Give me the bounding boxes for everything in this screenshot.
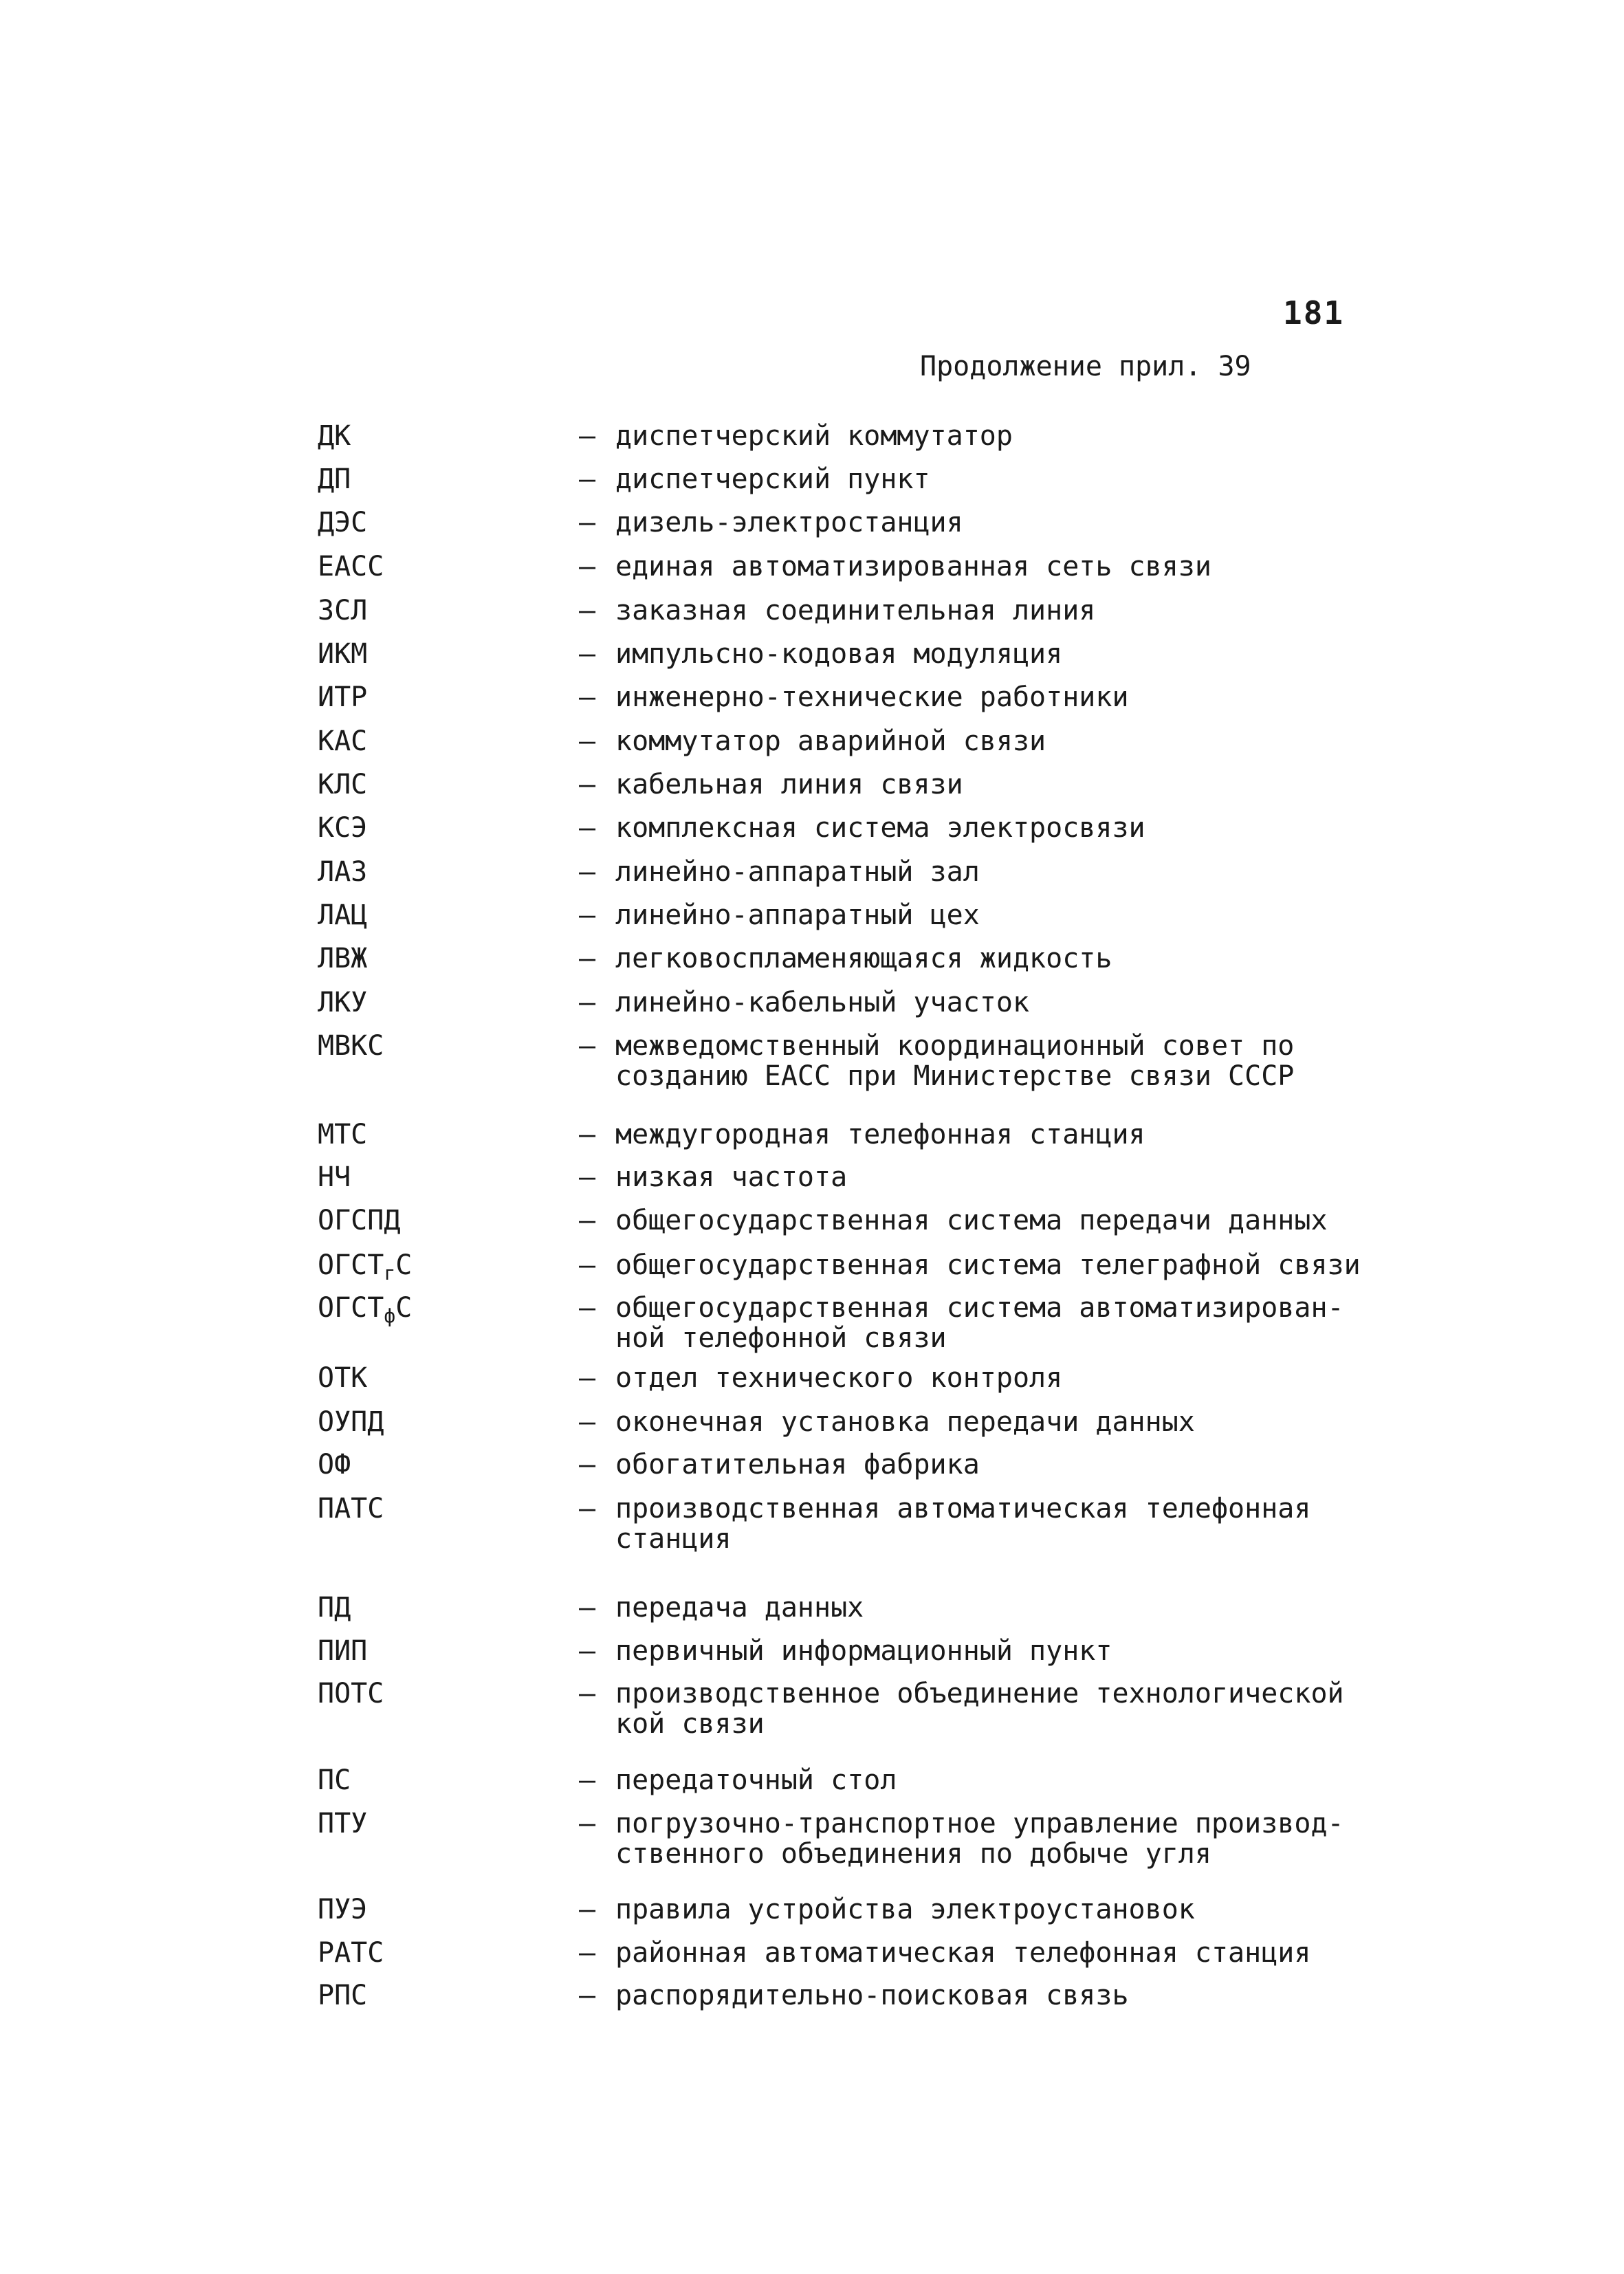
definition: [615, 1679, 1440, 1739]
dash-separator: –: [579, 1678, 596, 1709]
abbreviation: РАТС: [318, 1937, 384, 1969]
definition: [615, 1894, 1440, 1925]
definition-line: общегосударственная система автоматизирован-: [615, 1292, 1344, 1324]
dash-separator: –: [579, 638, 596, 670]
definition-line: общегосударственная система телеграфной связи: [615, 1249, 1361, 1281]
definition: [615, 1205, 1440, 1236]
abbreviation: ЛВЖ: [318, 943, 368, 974]
dash-separator: –: [579, 856, 596, 888]
dash-separator: –: [579, 1362, 596, 1394]
definition: [615, 464, 1440, 494]
definition-line: общегосударственная система передачи данных: [615, 1205, 1328, 1236]
definition: [615, 551, 1440, 582]
definition-line: инженерно-технические работники: [615, 681, 1129, 713]
definition: [615, 1980, 1440, 2011]
definition-line: низкая частота: [615, 1161, 848, 1193]
definition: [615, 1407, 1440, 1437]
dash-separator: –: [579, 1635, 596, 1667]
definition: [615, 1808, 1440, 1869]
abbreviation: МТС: [318, 1119, 368, 1150]
definition: [615, 1450, 1440, 1480]
definition-line: линейно-кабельный участок: [615, 987, 1030, 1018]
definition-line: линейно-аппаратный цех: [615, 899, 980, 931]
dash-separator: –: [579, 1894, 596, 1925]
definition: [615, 682, 1440, 712]
definition-line: межведомственный координационный совет по: [615, 1030, 1295, 1062]
definition: [615, 507, 1440, 538]
definition-line: линейно-аппаратный зал: [615, 856, 980, 888]
dash-separator: –: [579, 1493, 596, 1524]
definition: [615, 900, 1440, 930]
definition-line: ственного объединения по добыче угля: [615, 1838, 1211, 1870]
definition-line: комплексная система электросвязи: [615, 812, 1145, 844]
definition-line: распорядительно-поисковая связь: [615, 1980, 1129, 2011]
definition-line: оконечная установка передачи данных: [615, 1406, 1195, 1438]
definition: [615, 1250, 1440, 1280]
abbreviation: $ОГСТ_гС$: [318, 1249, 413, 1284]
definition-line: обогатительная фабрика: [615, 1449, 980, 1480]
dash-separator: –: [579, 943, 596, 974]
continuation-label: Продолжение прил. 39: [920, 351, 1251, 382]
abbreviation: ЛКУ: [318, 987, 368, 1018]
definition: [615, 1636, 1440, 1666]
abbreviation: ИТР: [318, 681, 368, 713]
abbreviation: ПТУ: [318, 1808, 368, 1839]
abbreviation: КЛС: [318, 769, 368, 800]
dash-separator: –: [579, 1937, 596, 1969]
abbreviation: ПД: [318, 1592, 351, 1623]
abbreviation: НЧ: [318, 1161, 351, 1193]
definition-line: заказная соединительная линия: [615, 595, 1096, 626]
definition-line: дизель-электростанция: [615, 507, 963, 538]
abbreviation: ЛАЦ: [318, 899, 368, 931]
abbreviation: ОФ: [318, 1449, 351, 1480]
definition: [615, 943, 1440, 974]
abbreviation: ПАТС: [318, 1493, 384, 1524]
definition-line: станция: [615, 1523, 732, 1555]
abbreviation: ОТК: [318, 1362, 368, 1394]
dash-separator: –: [579, 681, 596, 713]
dash-separator: –: [579, 463, 596, 495]
dash-separator: –: [579, 769, 596, 800]
definition-line: импульсно-кодовая модуляция: [615, 638, 1063, 670]
dash-separator: –: [579, 725, 596, 757]
definition-line: легковоспламеняющаяся жидкость: [615, 943, 1112, 974]
definition-line: производственное объединение технологической: [615, 1678, 1344, 1709]
definition-line: передаточный стол: [615, 1764, 897, 1796]
abbreviation: ЕАСС: [318, 551, 384, 582]
dash-separator: –: [579, 507, 596, 538]
definition: [615, 1119, 1440, 1150]
dash-separator: –: [579, 899, 596, 931]
dash-separator: –: [579, 1980, 596, 2011]
definition: [615, 1765, 1440, 1795]
definition-line: производственная автоматическая телефонная: [615, 1493, 1311, 1524]
page-number: 181: [1283, 294, 1345, 331]
dash-separator: –: [579, 987, 596, 1018]
definition: [615, 1494, 1440, 1554]
definition: [615, 1363, 1440, 1393]
dash-separator: –: [579, 1030, 596, 1062]
dash-separator: –: [579, 1406, 596, 1438]
definition-line: кабельная линия связи: [615, 769, 963, 800]
abbreviation: ДП: [318, 463, 351, 495]
definition-line: единая автоматизированная сеть связи: [615, 551, 1211, 582]
abbreviation: ОГСПД: [318, 1205, 401, 1236]
abbreviation: ДЭС: [318, 507, 368, 538]
abbreviation: ПС: [318, 1764, 351, 1796]
definition-line: ной телефонной связи: [615, 1322, 947, 1354]
definition-line: первичный информационный пункт: [615, 1635, 1112, 1667]
abbreviation: МВКС: [318, 1030, 384, 1062]
dash-separator: –: [579, 1592, 596, 1623]
definition-line: погрузочно-транспортное управление производ-: [615, 1808, 1344, 1839]
abbreviation: РПС: [318, 1980, 368, 2011]
definition: [615, 1293, 1440, 1353]
abbreviation: ДК: [318, 420, 351, 452]
definition: [615, 1938, 1440, 1968]
dash-separator: –: [579, 1764, 596, 1796]
abbreviation: ЛАЗ: [318, 856, 368, 888]
definition-line: диспетчерский пункт: [615, 463, 930, 495]
definition: [615, 595, 1440, 626]
abbreviation: ПОТС: [318, 1678, 384, 1709]
abbreviation: ЗСЛ: [318, 595, 368, 626]
dash-separator: –: [579, 420, 596, 452]
definition-line: созданию ЕАСС при Министерстве связи СССР: [615, 1060, 1295, 1092]
abbreviation: ИКМ: [318, 638, 368, 670]
definition: [615, 857, 1440, 887]
definition: [615, 639, 1440, 669]
definition: [615, 1031, 1440, 1091]
dash-separator: –: [579, 1119, 596, 1150]
dash-separator: –: [579, 1249, 596, 1281]
dash-separator: –: [579, 551, 596, 582]
definition: [615, 813, 1440, 843]
dash-separator: –: [579, 1205, 596, 1236]
abbreviation: ПУЭ: [318, 1894, 368, 1925]
abbreviation: КАС: [318, 725, 368, 757]
definition: [615, 769, 1440, 800]
definition: [615, 1593, 1440, 1623]
definition: [615, 987, 1440, 1018]
dash-separator: –: [579, 1161, 596, 1193]
dash-separator: –: [579, 1449, 596, 1480]
dash-separator: –: [579, 812, 596, 844]
abbreviation: ОУПД: [318, 1406, 384, 1438]
dash-separator: –: [579, 1292, 596, 1324]
definition-line: кой связи: [615, 1708, 765, 1740]
definition-line: районная автоматическая телефонная станция: [615, 1937, 1311, 1969]
definition-line: междугородная телефонная станция: [615, 1119, 1145, 1150]
definition-line: отдел технического контроля: [615, 1362, 1063, 1394]
dash-separator: –: [579, 1808, 596, 1839]
abbreviation: $ОГСТ_фС$: [318, 1292, 413, 1327]
definition-line: диспетчерский коммутатор: [615, 420, 1013, 452]
abbreviation: ПИП: [318, 1635, 368, 1667]
definition: [615, 726, 1440, 756]
definition-line: коммутатор аварийной связи: [615, 725, 1046, 757]
definition-line: передача данных: [615, 1592, 864, 1623]
definition-line: правила устройства электроустановок: [615, 1894, 1195, 1925]
abbreviation: КСЭ: [318, 812, 368, 844]
definition: [615, 1162, 1440, 1192]
dash-separator: –: [579, 595, 596, 626]
definition: [615, 421, 1440, 451]
